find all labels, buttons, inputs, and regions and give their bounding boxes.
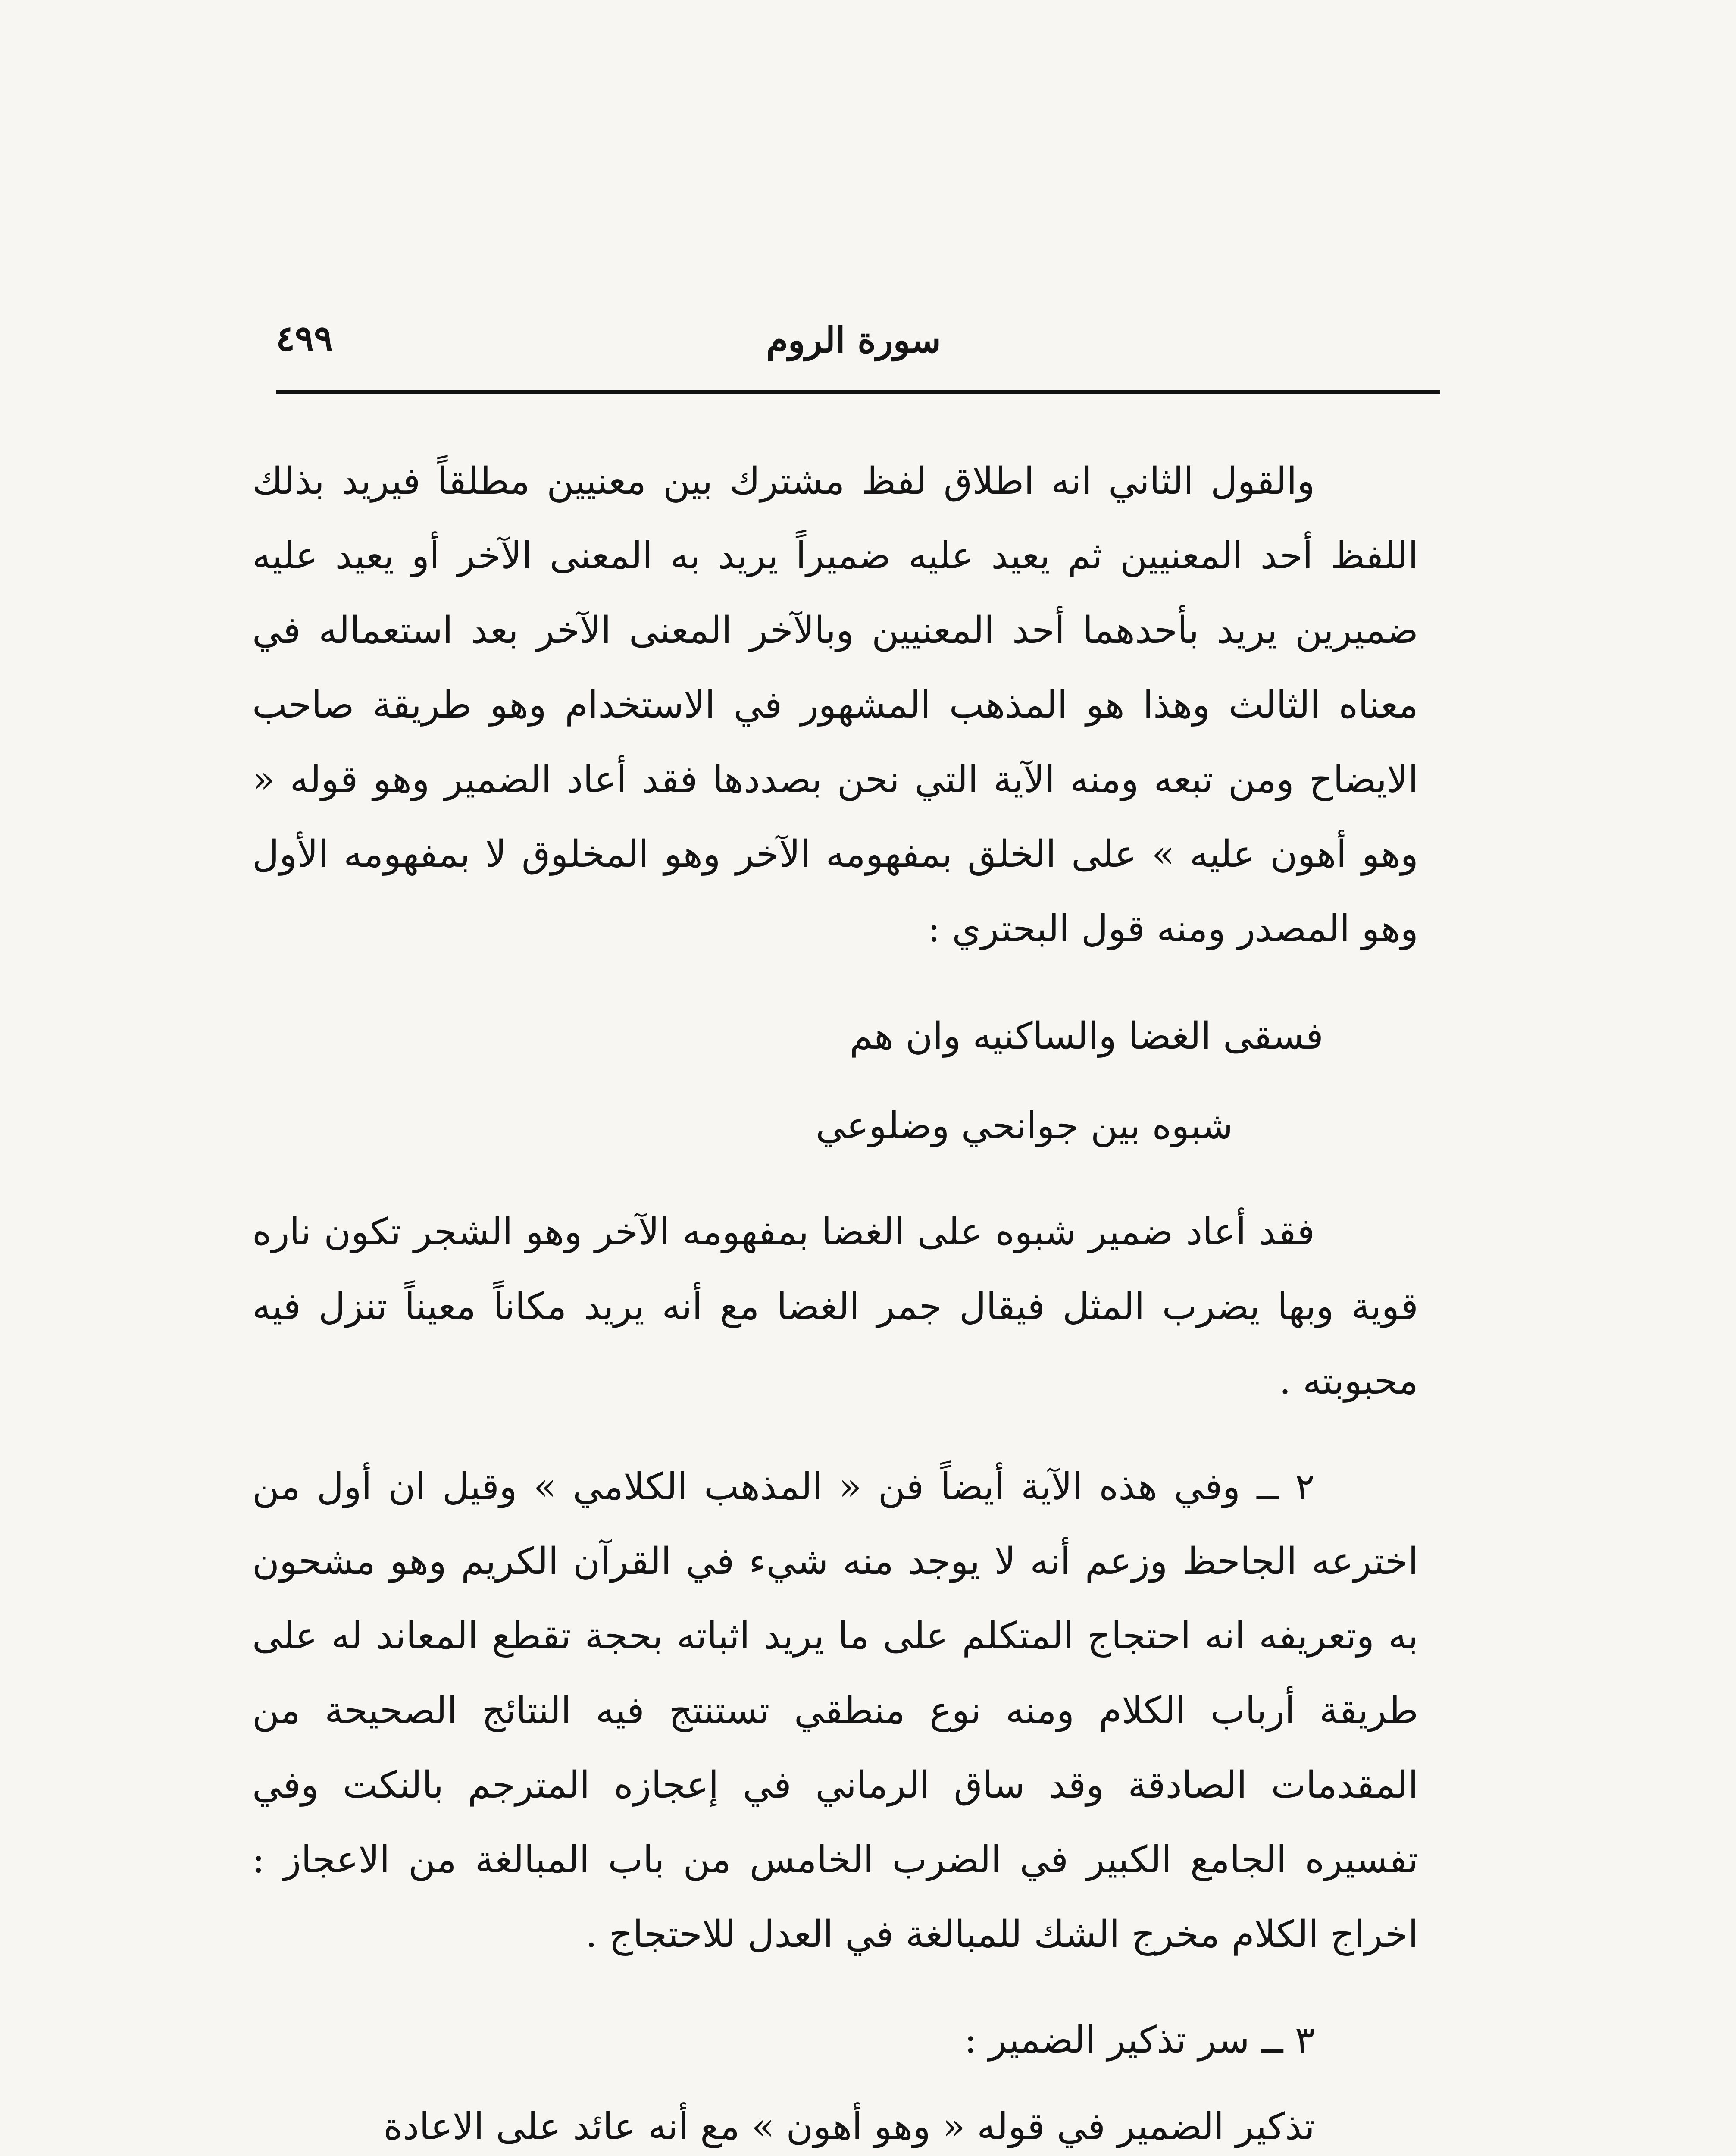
paragraph-pronoun-masculine: تذكير الضمير في قوله « وهو أهون » مع أنه عائد على الاعادة [383, 2105, 1315, 2148]
running-title: سورة الروم [766, 320, 941, 361]
paragraph-istikhdam-second-opinion: والقول الثاني انه اطلاق لفظ مشترك بين معنيين مطلقاً فيريد بذلك اللفظ أحد المعنيين ثم يعيد عليه ضميراً يريد به المعنى الآخر أو يعيد عليه ضميرين يريد بأحدهما أحد المعنيين وبالآخر المعنى الآخر بعد استعماله في معناه الثالث وهذا هو المذهب المشهور في الاستخدام وهو طريقة صاحب الايضاح ومن تبعه ومنه الآية التي نحن بصددها فقد أعاد الضمير وهو قوله « وهو أهون عليه » على الخلق بمفهومه الآخر وهو المخلوق لا بمفهومه الأول وهو المصدر ومنه قول البحتري : [252, 460, 1418, 950]
section-heading-pronoun-masculine: ٣ ــ سر تذكير الضمير : [964, 2018, 1315, 2062]
page-header [263, 302, 1444, 379]
page-body [252, 444, 1418, 2156]
paragraph-madhhab-kalami: ٢ ــ وفي هذه الآية أيضاً فن « المذهب الكلامي » وقيل ان أول من اخترعه الجاحظ وزعم أنه لا يوجد منه شيء في القرآن الكريم وهو مشحون به وتعريفه انه احتجاج المتكلم على ما يريد اثباته بحجة تقطع المعاند له على طريقة أرباب الكلام ومنه نوع منطقي تستنتج فيه النتائج الصحيحة من المقدمات الصادقة وقد ساق الرماني في إعجازه المترجم بالنكت وفي تفسيره الجامع الكبير في الضرب الخامس من باب المبالغة من الاعجاز : اخراج الكلام مخرج الشك للمبالغة في العدل للاحتجاج . [252, 1465, 1419, 1956]
header-divider [276, 390, 1440, 394]
paragraph-verse-explanation: فقد أعاد ضمير شبوه على الغضا بمفهومه الآخر وهو الشجر تكون ناره قوية وبها يضرب المثل فيقال جمر الغضا مع أنه يريد مكاناً معيناً تنزل فيه محبوبته . [252, 1210, 1418, 1403]
verse-line-2: شبوه بين جوانحي وضلوعي [816, 1104, 1233, 1147]
verse-line-1: فسقى الغضا والساكنيه وان هم [849, 1015, 1323, 1058]
page-number: ٤٩٩ [276, 318, 333, 359]
